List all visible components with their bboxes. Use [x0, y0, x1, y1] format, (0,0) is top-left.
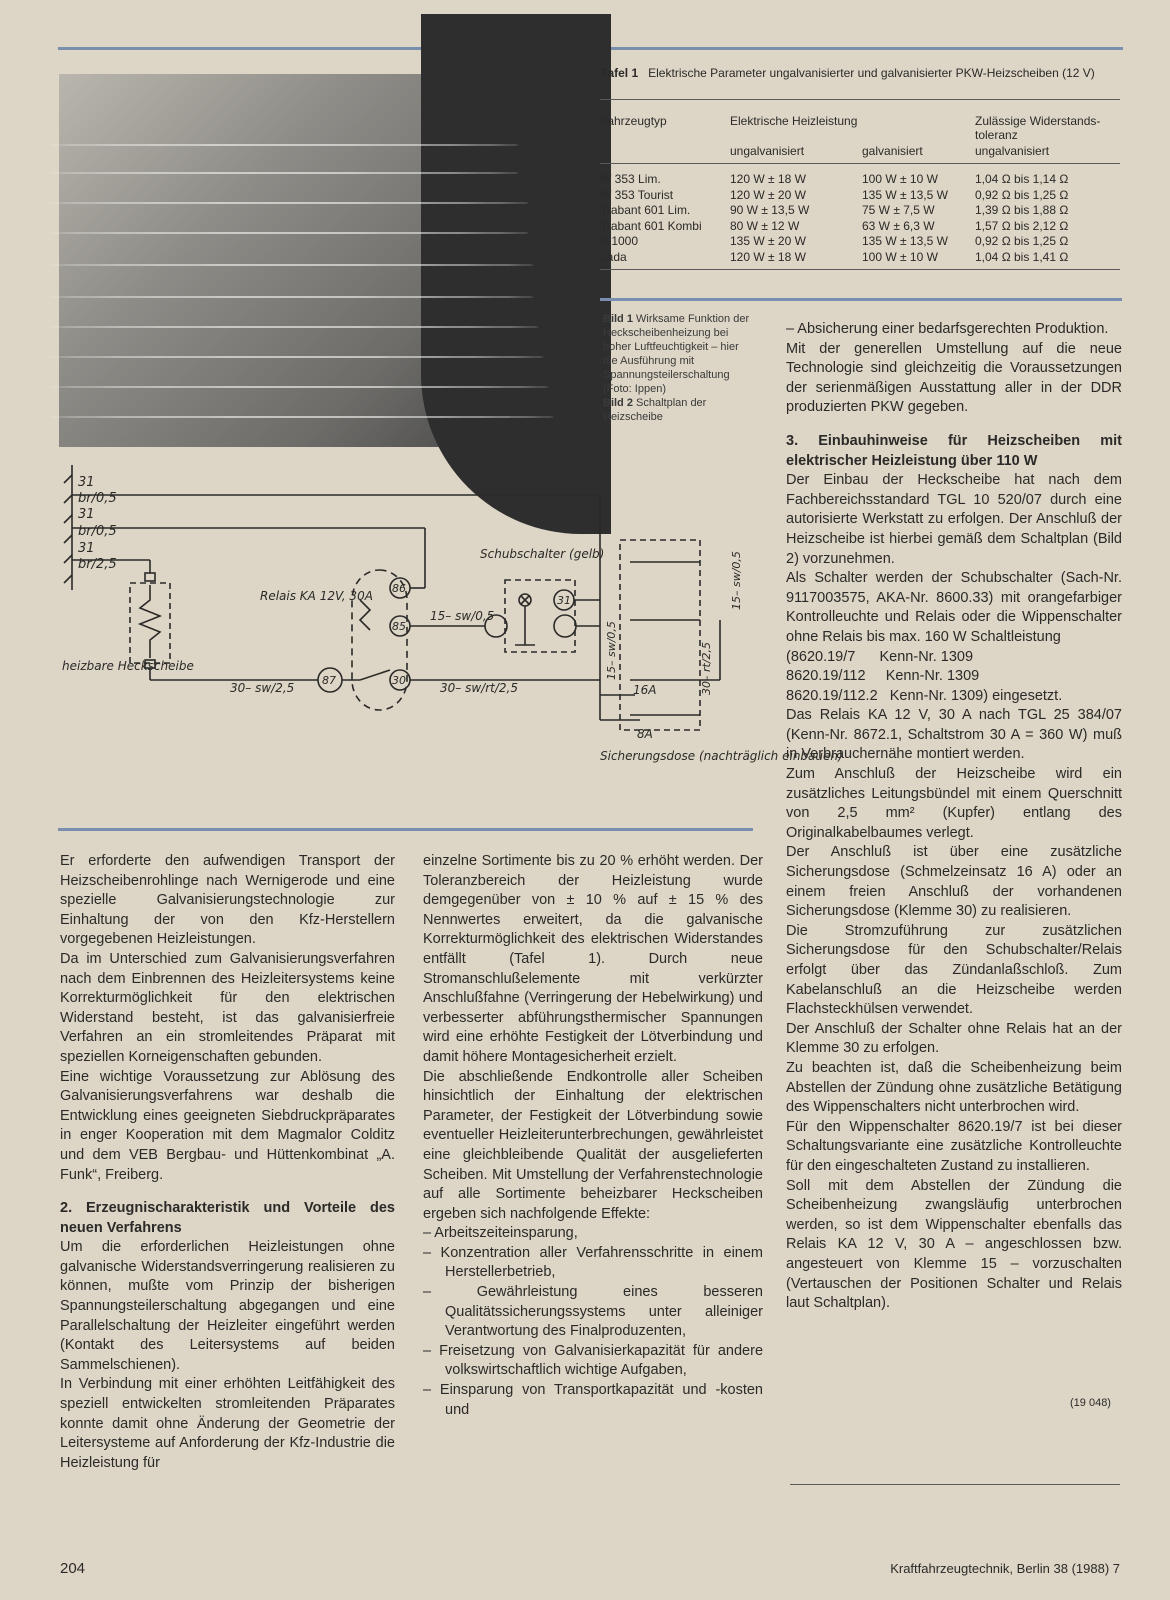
column-left: [60, 852, 395, 1473]
table-row: [600, 219, 1120, 234]
wire-label-br25: br/2,5: [78, 557, 117, 572]
table-row: [600, 172, 1120, 187]
table-cell-galv: 100 W ± 10 W: [862, 172, 938, 186]
para-installation: Der Einbau der Heckscheibe hat nach dem Fachbereichsstandard TGL 10 520/07 durch eine autorisierte Werkstatt zu erfolgen. Der Anschluß der Heizscheibe ist hierbei gemäß dem Schaltplan (Bild 2) vorzunehmen.: [786, 472, 1122, 567]
table-rule-top: [600, 99, 1120, 100]
heated-rear-window-photo: [59, 74, 571, 447]
fuse-16a: 16A: [633, 683, 657, 697]
para-relay: Das Relais KA 12 V, 30 A nach TGL 25 384/07 (Kenn-Nr. 8672.1, Schaltstrom 30 A = 360 W) muß in Verbrauchernähe montiert werden.: [786, 707, 1122, 763]
section-rule: [600, 298, 1122, 301]
para-supply: Die Stromzuführung zur zusätzlichen Sicherungsdose für den Schubschalter/Relais erfolgt über das Zündanlaßschloß. Zum Kabelanschluß an die Heizscheibe werden Flachsteckhülsen verwendet.: [786, 922, 1122, 1018]
wire-30-sw25: 30– sw/2,5: [230, 681, 295, 695]
bild1-label: Bild 1: [603, 313, 633, 325]
bullet-production: – Absicherung einer bedarfsgerechten Produktion.: [786, 321, 1109, 337]
para-ignition: Soll mit dem Abstellen der Zündung die Scheibenheizung zwangsläufig unterbrochen werden, so ist dem Wippenschalter ebenfalls das Relais KA 12 V, 30 A – angeschlossen bzw. angesteuert von Klemme 15 – vorzuschalten (Vertauschen der Positionen Schalter und Relais laut Schaltplan).: [786, 1177, 1122, 1312]
table-cell-ungalv: 120 W ± 20 W: [730, 187, 806, 202]
article-reference: (19 048): [1070, 1397, 1111, 1409]
para-precondition: Eine wichtige Voraussetzung zur Ablösung des Galvanisierungsverfahrens war deshalb die Entwicklung eines geeigneten Siebdruckpräparates in enger Kooperation mit dem Magmalor Colditz und dem VEB Bergbau- und Hüttenkombinat „A. Funk“, Freiberg.: [60, 1068, 395, 1183]
header-galv: galvanisiert: [862, 144, 923, 158]
table-cell-vehicle: Trabant 601 Lim.: [600, 203, 691, 217]
table-row: [600, 234, 1120, 249]
table-title-text: Elektrische Parameter ungalvanisierter und galvanisierter PKW-Heizscheiben (12 V): [648, 66, 1095, 80]
para-technology: Mit der generellen Umstellung auf die neue Technologie sind gleichzeitig die Voraussetzungen der serienmäßigen Ausstattung aller in der DDR produzierten PKW gegeben.: [786, 340, 1122, 416]
effects-list: [423, 1224, 763, 1420]
para-switch-line2: 8620.19/112 Kenn-Nr. 1309: [786, 668, 980, 685]
wire-label-31b: 31: [78, 507, 95, 522]
table-cell-ungalv: 120 W ± 18 W: [730, 172, 806, 186]
terminal-30: 30: [392, 674, 406, 687]
list-item: – Einsparung von Transportkapazität und -kosten und: [423, 1382, 763, 1418]
wire-label-br05a: br/0,5: [78, 491, 117, 506]
table-cell-galv: 135 W ± 13,5 W: [862, 187, 948, 202]
journal-citation: Kraftfahrzeugtechnik, Berlin 38 (1988) 7: [890, 1561, 1120, 1576]
footer-rule: [790, 1484, 1120, 1485]
table-cell-vehicle: B 1000: [600, 234, 639, 248]
switch-label: Schubschalter (gelb): [480, 547, 605, 561]
bild2-label: Bild 2: [603, 397, 633, 409]
para-switch-line3: 8620.19/112.2 Kenn-Nr. 1309) eingesetzt.: [786, 687, 1063, 704]
heated-window-label: heizbare Heckscheibe: [62, 659, 194, 673]
table-cell-ungalv: 90 W ± 13,5 W: [730, 203, 810, 217]
table-cell-vehicle: Trabant 601 Kombi: [600, 218, 702, 233]
table-cell-tol: 1,04 Ω bis 1,14 Ω: [975, 172, 1069, 186]
para-control: Die abschließende Endkontrolle aller Scheiben hinsichtlich der Einhaltung der elektrischen Parameter, der Festigkeit der Lötverbindung sowie eventueller Heizleiterunterbrechungen, gewährleistet eine gleichbleibende Qualität der ausgelieferten Scheiben. Mit Umstellung der Verfahrenstechnologie auf alle Sortimente beheizbarer Heckscheiben ergeben sich nachfolgende Effekte:: [423, 1068, 763, 1222]
table-cell-galv: 100 W ± 10 W: [862, 249, 938, 264]
wire-label-31a: 31: [78, 475, 95, 490]
bild1-text: Wirksame Funktion der Heckscheibenheizung bei hoher Luftfeuchtigkeit – hier die Ausführung mit Spannungsteilerschaltung (Foto: Ippen): [603, 313, 750, 395]
wiring-diagram: [60, 460, 843, 820]
header-vehicle: Fahrzeugtyp: [600, 114, 667, 128]
table-cell-galv: 63 W ± 6,3 W: [862, 218, 935, 233]
terminal-86: 86: [392, 582, 406, 595]
list-item: – Arbeitszeiteinsparung,: [423, 1225, 578, 1242]
table-cell-vehicle: W 353 Lim.: [600, 172, 661, 186]
body-rule: [58, 828, 753, 831]
table-cell-galv: 75 W ± 7,5 W: [862, 203, 935, 217]
para-switch-line1: (8620.19/7 Kenn-Nr. 1309: [786, 648, 974, 665]
header-ungalv: ungalvanisiert: [730, 144, 805, 158]
header-tol-ungalv: ungalvanisiert: [975, 144, 1050, 158]
table-cell-vehicle: W 353 Tourist: [600, 187, 674, 202]
table-cell-galv: 135 W ± 13,5 W: [862, 234, 948, 248]
page-number: 204: [60, 1560, 86, 1577]
wire-15-right: 15– sw/0,5: [730, 551, 743, 610]
table-cell-tol: 0,92 Ω bis 1,25 Ω: [975, 187, 1069, 202]
table-title: [601, 66, 1121, 81]
para-note: Zu beachten ist, daß die Scheibenheizung beim Abstellen der Zündung ohne zusätzliche Betätigung des Wippenschalters nicht unterbrochen wird.: [786, 1059, 1122, 1116]
para-transport: Er erforderte den aufwendigen Transport der Heizscheibenrohlinge nach Wernigerode und eine spezielle Galvanisierungstechnologie zur Einhaltung der von den Kfz-Herstellern vorgegebenen Heizleistungen.: [60, 853, 395, 948]
table-row: [600, 250, 1120, 265]
table-row: [600, 188, 1120, 203]
list-item: – Gewährleistung eines besseren Qualitätssicherungssystems unter alleiniger Verantwortung des Finalproduzenten,: [423, 1284, 763, 1340]
heading-section-3: 3. Einbauhinweise für Heizscheiben mit elektrischer Heizleistung über 110 W: [786, 432, 1122, 469]
table-cell-ungalv: 120 W ± 18 W: [730, 249, 806, 264]
table-cell-ungalv: 80 W ± 12 W: [730, 218, 800, 233]
para-indicator: Für den Wippenschalter 8620.19/7 ist bei dieser Schaltungsvariante eine zusätzliche Kontrolleuchte für den eingeschalteten Zustand zu installieren.: [786, 1118, 1122, 1174]
wire-label-br05b: br/0,5: [78, 524, 117, 539]
wire-15-sw05: 15– sw/0,5: [430, 609, 495, 623]
wire-30-swrt25: 30– sw/rt/2,5: [440, 681, 518, 695]
header-tolerance: Zulässige Widerstands-toleranz: [975, 114, 1101, 142]
column-right: [786, 320, 1122, 1314]
table-cell-ungalv: 135 W ± 20 W: [730, 234, 806, 248]
fuse-box-label: Sicherungsdose (nachträglich einbauen): [600, 749, 843, 763]
header-power: Elektrische Heizleistung: [730, 114, 858, 128]
terminal-87: 87: [322, 674, 336, 687]
para-tolerance: einzelne Sortimente bis zu 20 % erhöht werden. Der Toleranzbereich der Heizleistung wurde demgegenüber von ± 10 % auf ± 15 % des Nennwertes erweitert, da die galvanische Korrekturmöglichkeit des elektrischen Widerstandes entfällt (Tafel 1). Durch neue Stromanschlußelemente mit verkürzter Anschlußfahne (Verringerung der Hebelwirkung) und verbesserter abführungsthermischer Spannungen wird eine erhöhte Festigkeit der Lötverbindung und damit höhere Montagesicherheit erzielt.: [423, 853, 763, 1065]
fuse-8a: 8A: [637, 727, 653, 741]
terminal-31: 31: [557, 594, 571, 607]
figure-caption: [603, 312, 753, 424]
para-conductivity: In Verbindung mit einer erhöhten Leitfähigkeit des speziell entwickelten stromleitenden Präparates konnte damit ohne Änderung der Geometrie der Leitersysteme auf Anforderung der Kfz-Industrie die Heizleistung für: [60, 1376, 395, 1471]
para-terminal: Der Anschluß der Schalter ohne Relais hat an der Klemme 30 zu erfolgen.: [786, 1020, 1122, 1057]
terminal-85: 85: [392, 620, 406, 633]
wire-label-31c: 31: [78, 541, 95, 556]
table-cell-vehicle: Lada: [600, 249, 627, 264]
para-parallel: Um die erforderlichen Heizleistungen ohne galvanische Widerstandsverringerung realisieren zu können, mußte vom Prinzip der bisherigen Spannungsteilerschaltung abgegangen und eine Parallelschaltung der Heizleiter eingeführt werden (Kontakt des Leitersystems auf beiden Sammelschienen).: [60, 1239, 395, 1373]
list-item: – Freisetzung von Galvanisierkapazität für andere volkswirtschaftlich wichtige Aufgaben,: [423, 1342, 764, 1379]
heading-section-2: 2. Erzeugnischarakteristik und Vorteile des neuen Verfahrens: [60, 1200, 395, 1236]
para-difference: Da im Unterschied zum Galvanisierungsverfahren nach dem Einbrennen des Heizleitersystems keine Korrekturmöglichkeit für den elektrischen Widerstand besteht, ist das galvanisierfreie Verfahren an ein stromleitendes Präparat mit speziellen Korneigenschaften gebunden.: [60, 950, 395, 1065]
bild2-text: Schaltplan der Heizscheibe: [603, 397, 707, 423]
list-item: – Konzentration aller Verfahrensschritte in einem Herstellerbetrieb,: [423, 1244, 763, 1281]
table-cell-tol: 1,04 Ω bis 1,41 Ω: [975, 249, 1069, 264]
wire-15-mid: 15– sw/0,5: [605, 621, 618, 680]
relay-label: Relais KA 12V, 30A: [260, 589, 373, 603]
table-row: [600, 203, 1120, 218]
table-label: Tafel 1: [601, 66, 639, 80]
table-rule-bottom: [600, 269, 1120, 270]
wire-30-rt25: 30– rt/2,5: [700, 641, 713, 695]
table-cell-tol: 1,57 Ω bis 2,12 Ω: [975, 218, 1069, 233]
column-middle: [423, 852, 763, 1420]
table-cell-tol: 1,39 Ω bis 1,88 Ω: [975, 203, 1069, 217]
para-switch: Als Schalter werden der Schubschalter (Sach-Nr. 9117003575, AKA-Nr. 8600.33) mit orangefarbiger Kontrolleuchte und Relais oder die Wippenschalter ohne Relais bis max. 160 W Schaltleistung: [786, 570, 1122, 645]
para-fuse: Der Anschluß ist über eine zusätzliche Sicherungsdose (Schmelzeinsatz 16 A) oder an einem freien Anschluß der vorhandenen Sicherungsdose (Klemme 30) zu realisieren.: [786, 844, 1122, 920]
para-wiring: Zum Anschluß der Heizscheibe wird ein zusätzliches Leitungsbündel mit einem Querschnitt von 2,5 mm² (Kupfer) entlang des Originalkabelbaumes verlegt.: [786, 766, 1122, 841]
table-rule-mid: [600, 163, 1120, 164]
table-cell-tol: 0,92 Ω bis 1,25 Ω: [975, 234, 1069, 248]
